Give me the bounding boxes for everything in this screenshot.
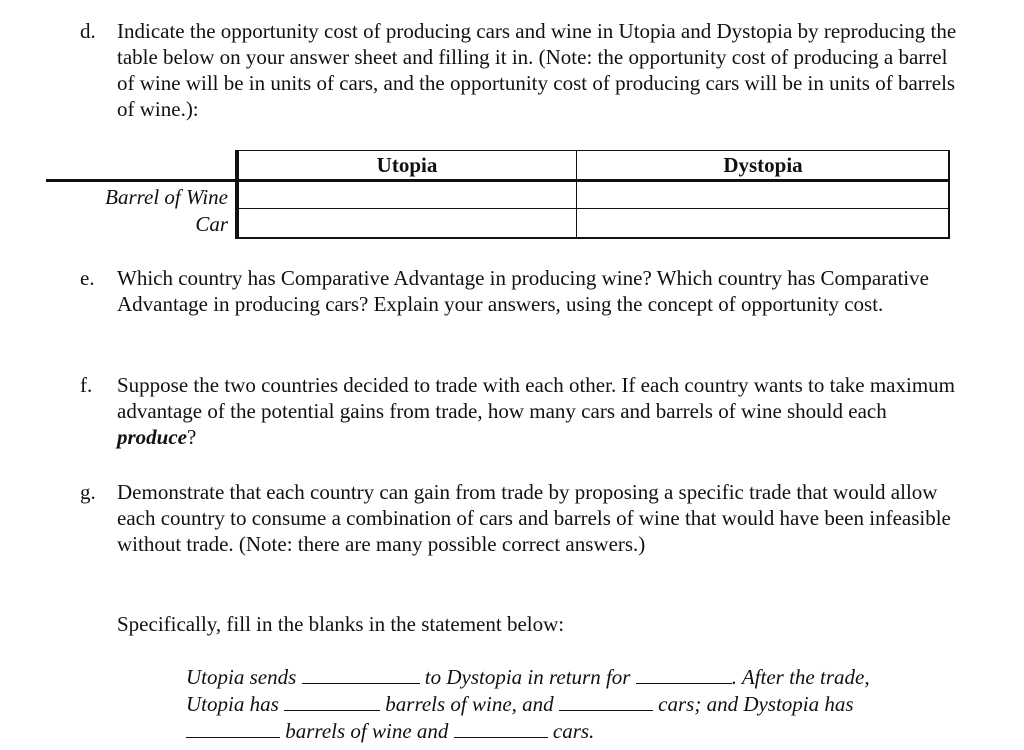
statement-text: Utopia has bbox=[186, 692, 279, 716]
question-f bbox=[80, 372, 960, 450]
question-f-text-end: ? bbox=[187, 425, 197, 449]
table-row-label-wine: Barrel of Wine bbox=[105, 185, 228, 209]
blank-dystopia-cars[interactable] bbox=[454, 719, 548, 738]
statement-text: barrels of wine, and bbox=[385, 692, 554, 716]
table-cell-utopia-wine bbox=[239, 182, 576, 208]
blank-in-return-for[interactable] bbox=[636, 665, 732, 684]
statement-text: to Dystopia in return for bbox=[424, 665, 631, 689]
table-right-border bbox=[948, 150, 950, 239]
question-e-text: Which country has Comparative Advantage in producing wine? Which country has Comparative Advantage in producing cars? Explain your answers, using the concept of opportunity cost. bbox=[117, 266, 929, 316]
table-bottom-border bbox=[235, 237, 950, 239]
fill-in-statement bbox=[186, 664, 870, 745]
table-header-utopia: Utopia bbox=[376, 153, 438, 177]
question-d-letter: d. bbox=[80, 19, 96, 43]
opportunity-cost-table bbox=[46, 148, 950, 239]
statement-text: cars; and Dystopia has bbox=[658, 692, 854, 716]
table-cell-dystopia-car bbox=[577, 209, 948, 237]
blank-dystopia-wine[interactable] bbox=[186, 719, 280, 738]
question-d bbox=[80, 18, 960, 122]
question-f-text-main: Suppose the two countries decided to trade with each other. If each country wants to take maximum advantage of the potential gains from trade, how many cars and barrels of wine should each bbox=[117, 373, 956, 423]
question-g-letter: g. bbox=[80, 480, 96, 504]
table-cell-utopia-car bbox=[239, 209, 576, 237]
table-top-border bbox=[235, 150, 950, 151]
table-header-dystopia: Dystopia bbox=[723, 153, 803, 177]
question-f-emphasis: produce bbox=[117, 425, 187, 449]
table-row-label-car: Car bbox=[195, 212, 228, 236]
blank-utopia-sends[interactable] bbox=[302, 665, 420, 684]
question-g bbox=[80, 479, 960, 557]
question-e-letter: e. bbox=[80, 266, 95, 290]
question-e bbox=[80, 265, 960, 317]
statement-text: Utopia sends bbox=[186, 665, 297, 689]
question-f-letter: f. bbox=[80, 373, 93, 397]
specifically-instruction: Specifically, fill in the blanks in the statement below: bbox=[117, 612, 565, 636]
statement-line-1 bbox=[186, 664, 870, 691]
statement-line-2 bbox=[186, 691, 870, 718]
statement-line-3 bbox=[186, 718, 870, 745]
blank-utopia-wine[interactable] bbox=[284, 692, 380, 711]
question-g-text: Demonstrate that each country can gain from trade by proposing a specific trade that would allow each country to consume a combination of cars and barrels of wine that would have been infeasible without trade. (Note: there are many possible correct answers.) bbox=[117, 480, 951, 556]
table-cell-dystopia-wine bbox=[577, 182, 948, 208]
question-d-text: Indicate the opportunity cost of producing cars and wine in Utopia and Dystopia by reproducing the table below on your answer sheet and filling it in. (Note: the opportunity cost of producing a barrel of wine will be in units of cars, and the opportunity cost of producing cars will be in units of barrels of wine.): bbox=[117, 19, 957, 121]
statement-text: . After the trade, bbox=[731, 665, 870, 689]
statement-text: cars. bbox=[552, 719, 595, 743]
question-f-text bbox=[117, 372, 960, 450]
blank-utopia-cars[interactable] bbox=[559, 692, 653, 711]
statement-text: barrels of wine and bbox=[285, 719, 449, 743]
